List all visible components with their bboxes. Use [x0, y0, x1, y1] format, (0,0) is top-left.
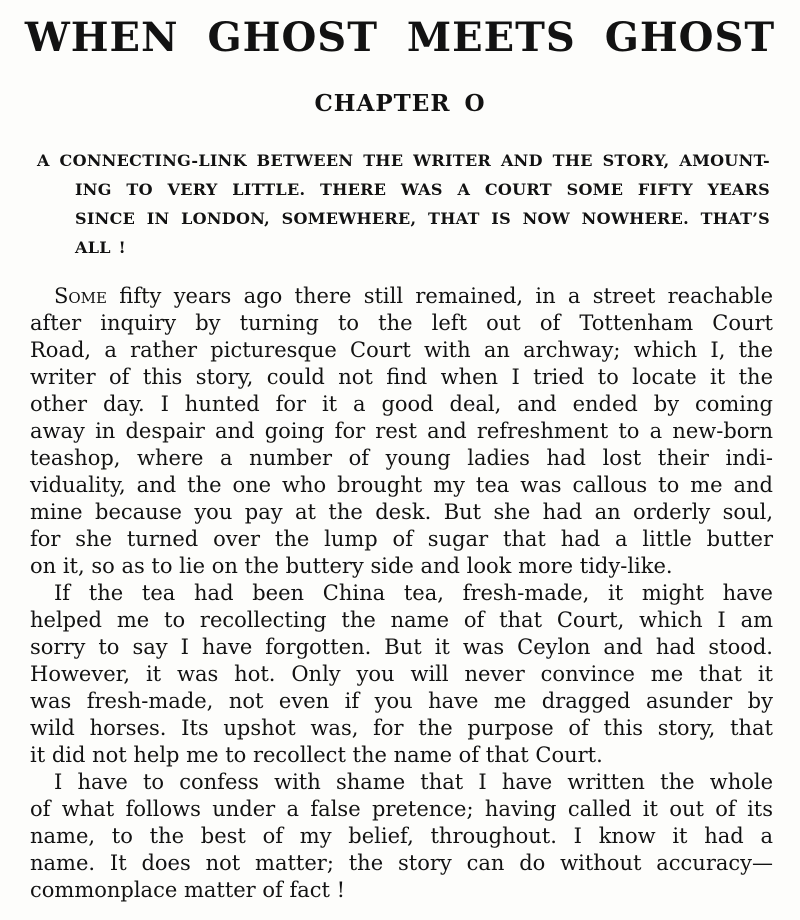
chapter-summary: [37, 146, 770, 262]
text-line: If the tea had been China tea, fresh-made, it might have: [54, 581, 773, 605]
text-line: sorry to say I have forgotten. But it was Ceylon and had stood.: [30, 635, 773, 659]
text-line: after inquiry by turning to the left out of Tottenham Court: [30, 311, 773, 335]
paragraph: [30, 283, 773, 580]
summary-line: A CONNECTING-LINK BETWEEN THE WRITER AND THE STORY, AMOUNT-: [37, 151, 770, 170]
text-line: other day. I hunted for it a good deal, and ended by coming: [30, 392, 773, 416]
text-line: writer of this story, could not find when I tried to locate it the: [30, 365, 773, 389]
text-line: of what follows under a false pretence; having called it out of its: [30, 797, 773, 821]
text-line: it did not help me to recollect the name of that Court.: [30, 743, 603, 767]
text-line: away in despair and going for rest and refreshment to a new-born: [30, 419, 773, 443]
paragraph-lead-word: Some: [54, 284, 107, 308]
paragraph: [30, 580, 773, 769]
book-title: WHEN GHOST MEETS GHOST: [24, 14, 776, 61]
body-text: [30, 283, 773, 904]
chapter-heading: CHAPTER O: [314, 90, 486, 117]
text-line: However, it was hot. Only you will never convince me that it: [30, 662, 773, 686]
text-line: wild horses. Its upshot was, for the purpose of this story, that: [30, 716, 773, 740]
summary-line: ALL !: [75, 238, 127, 257]
text-line: name, to the best of my belief, throughout. I know it had a: [30, 824, 773, 848]
text-line: viduality, and the one who brought my tea was callous to me and: [30, 473, 773, 497]
text-line: name. It does not matter; the story can do without accuracy—: [30, 851, 773, 875]
text-line: helped me to recollecting the name of that Court, which I am: [30, 608, 773, 632]
summary-line: SINCE IN LONDON, SOMEWHERE, THAT IS NOW NOWHERE. THAT’S: [75, 209, 770, 228]
text-line: commonplace matter of fact !: [30, 878, 346, 902]
text-line: Road, a rather picturesque Court with an archway; which I, the: [30, 338, 773, 362]
text-line: on it, so as to lie on the buttery side and look more tidy-like.: [30, 554, 673, 578]
text-line: I have to confess with shame that I have written the whole: [54, 770, 773, 794]
summary-line: ING TO VERY LITTLE. THERE WAS A COURT SOME FIFTY YEARS: [75, 180, 770, 199]
text-line: mine because you pay at the desk. But she had an orderly soul,: [30, 500, 773, 524]
paragraph: [30, 769, 773, 904]
text-line: for she turned over the lump of sugar that had a little butter: [30, 527, 773, 551]
text-line: was fresh-made, not even if you have me dragged asunder by: [30, 689, 773, 713]
text-line: teashop, where a number of young ladies had lost their indi-: [30, 446, 773, 470]
text-line: Some fifty years ago there still remained, in a street reachable: [54, 284, 773, 308]
